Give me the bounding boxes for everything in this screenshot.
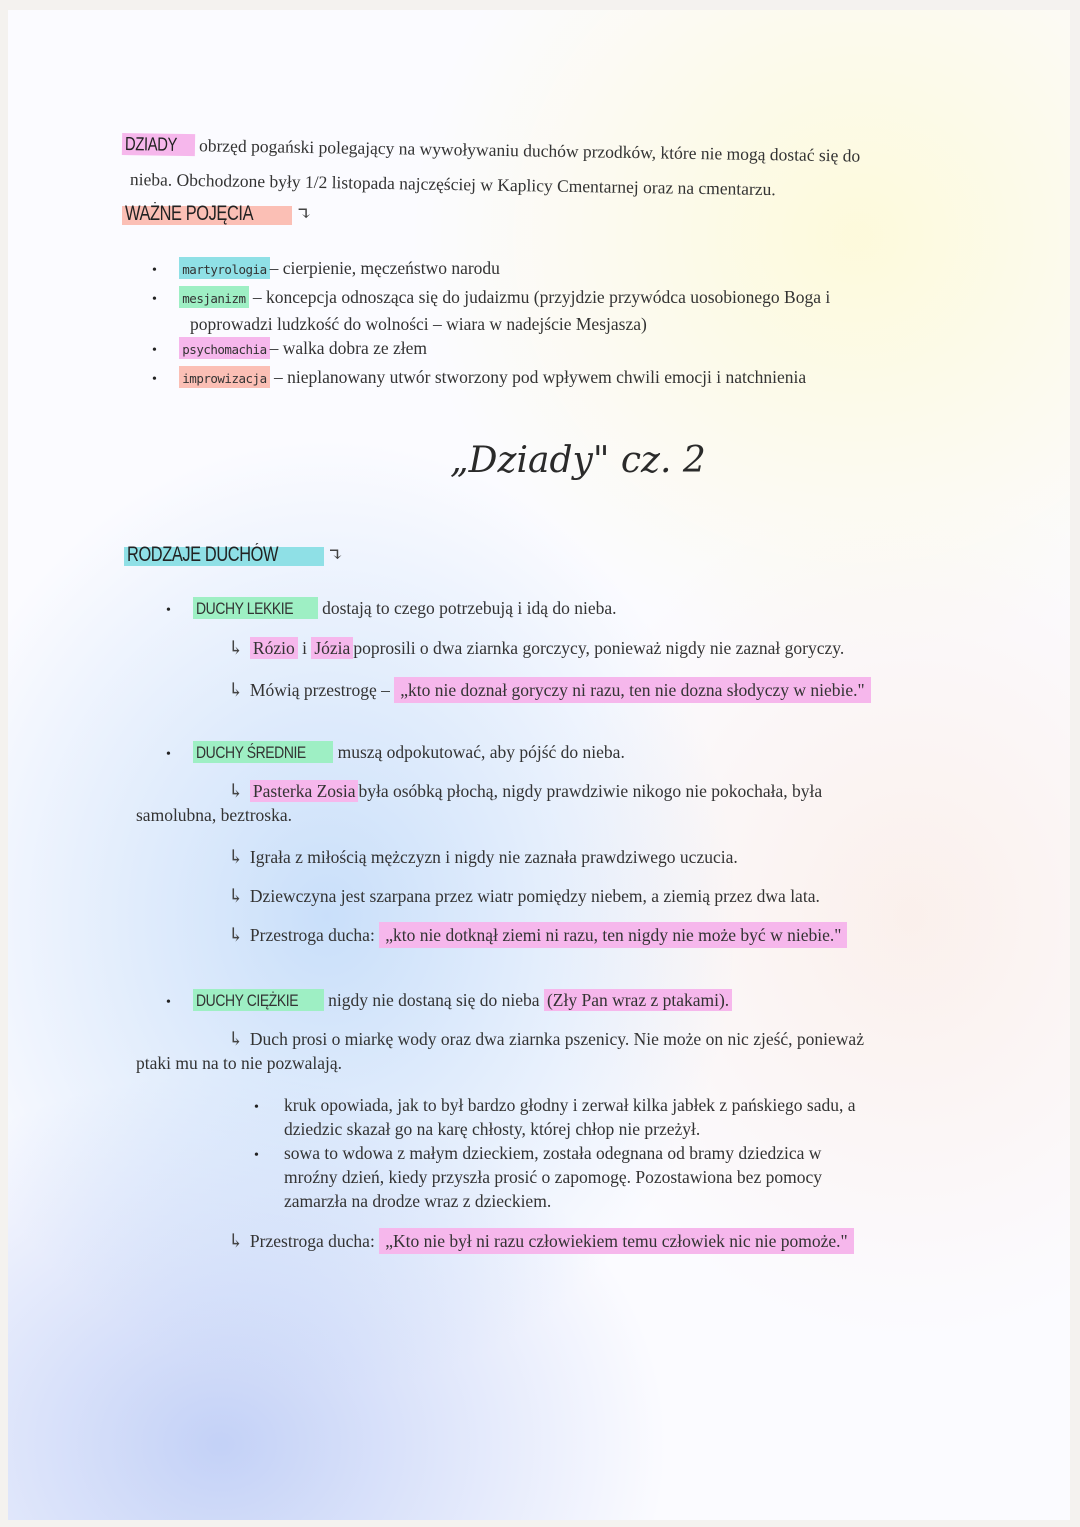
bullet-icon: • (152, 372, 157, 387)
bird-item-owl (254, 1141, 259, 1168)
ghosts-heading: RODZAJE DUCHÓW ↴ (124, 543, 350, 567)
medium-detail-4: ↳ Przestroga ducha: „kto nie dotknął ziemi ni razu, ten nigdy nie może być w niebie." (228, 923, 847, 948)
ghost-type-medium: • DUCHY ŚREDNIE muszą odpokutować, aby pójść do nieba. (166, 742, 625, 762)
raven-text-2: dziedzic skazał go na karę chłosty, której chłop nie przeżył. (284, 1119, 701, 1139)
intro-line-2: nieba. Obchodzone były 1/2 listopada najczęściej w Kaplicy Cmentarnej oraz na cmentarzu. (129, 169, 776, 200)
raven-text-1: kruk opowiada, jak to był bardzo głodny i zerwał kilka jabłek z pańskiego sadu, a (284, 1095, 856, 1115)
concept-item-cont: poprowadzi ludzkość do wolności – wiara w nadejście Mesjasza) (190, 314, 647, 334)
heavy-detail-1: ↳ Duch prosi o miarkę wody oraz dwa ziarnka pszenicy. Nie może on nic zjeść, ponieważ (228, 1029, 864, 1050)
heavy-detail-2: ↳ Przestroga ducha: „Kto nie był ni razu człowiekiem temu człowiek nic nie pomoże." (228, 1229, 854, 1254)
intro-text-1: obrzęd pogański polegający na wywoływaniu duchów przodków, które nie mogą dostać się do (198, 135, 861, 166)
concept-item: • improwizacja – nieplanowany utwór stworzony pod wpływem chwili emocji i natchnienia (152, 367, 807, 387)
medium-detail-2: ↳ Igrała z miłością mężczyzn i nigdy nie zaznała prawdziwego uczucia. (228, 847, 738, 868)
ghost-type-light: • DUCHY LEKKIE dostają to czego potrzebują i idą do nieba. (166, 598, 617, 618)
owl-text-3: zamarzła na drodze wraz z dzieckiem. (284, 1191, 552, 1211)
arrow-icon: ↳ (228, 680, 244, 701)
bullet-icon: • (152, 343, 157, 358)
bird-item-raven (254, 1093, 259, 1120)
heading-arrow-icon: ↴ (327, 545, 344, 566)
bullet-icon: • (152, 263, 157, 278)
term-dziady: DZIADY (122, 133, 195, 156)
light-detail-1: ↳ Rózio i Józia poprosili o dwa ziarnka gorczycy, ponieważ nigdy nie zaznał goryczy. (228, 638, 845, 659)
arrow-icon: ↳ (228, 886, 244, 907)
bullet-icon: • (166, 603, 171, 618)
concept-item: • martyrologia – cierpienie, męczeństwo narodu (152, 258, 500, 278)
bullet-icon: • (166, 995, 171, 1010)
medium-detail-3: ↳ Dziewczyna jest szarpana przez wiatr pomiędzy niebem, a ziemią przez dwa lata. (228, 886, 820, 907)
medium-detail-1: ↳ Pasterka Zosia była osóbką płochą, nigdy prawdziwie nikogo nie pokochała, była (228, 781, 823, 802)
arrow-icon: ↳ (228, 1029, 244, 1050)
heading-arrow-icon: ↴ (296, 204, 313, 225)
ghost-type-heavy: • DUCHY CIĘŻKIE nigdy nie dostaną się do nieba (Zły Pan wraz z ptakami). (166, 988, 732, 1015)
light-detail-2: ↳ Mówią przestrogę – „kto nie doznał goryczy ni razu, ten nie dozna słodyczy w niebie." (228, 678, 871, 703)
bullet-icon: • (254, 1148, 259, 1163)
page-title: „Dziady" cz. 2 (450, 440, 706, 481)
concept-item: • mesjanizm – koncepcja odnosząca się do judaizmu (przyjdzie przywódca uosobionego Boga i (152, 287, 831, 307)
bullet-icon: • (166, 747, 171, 762)
arrow-icon: ↳ (228, 925, 244, 946)
concept-item: • psychomachia – walka dobra ze złem (152, 338, 428, 358)
arrow-icon: ↳ (228, 1231, 244, 1252)
arrow-icon: ↳ (228, 847, 244, 868)
arrow-icon: ↳ (228, 638, 244, 659)
bullet-icon: • (254, 1100, 259, 1115)
heavy-detail-1-cont: ptaki mu na to nie pozwalają. (136, 1053, 343, 1073)
medium-detail-1-cont: samolubna, beztroska. (136, 805, 292, 825)
owl-text-2: mroźny dzień, kiedy przyszła prosić o zapomogę. Pozostawiona bez pomocy (284, 1167, 822, 1187)
arrow-icon: ↳ (228, 781, 244, 802)
owl-text-1: sowa to wdowa z małym dzieckiem, została odegnana od bramy dziedzica w (284, 1143, 822, 1163)
bullet-icon: • (152, 292, 157, 307)
concepts-heading: WAŻNE POJĘCIA ↴ (122, 202, 318, 226)
